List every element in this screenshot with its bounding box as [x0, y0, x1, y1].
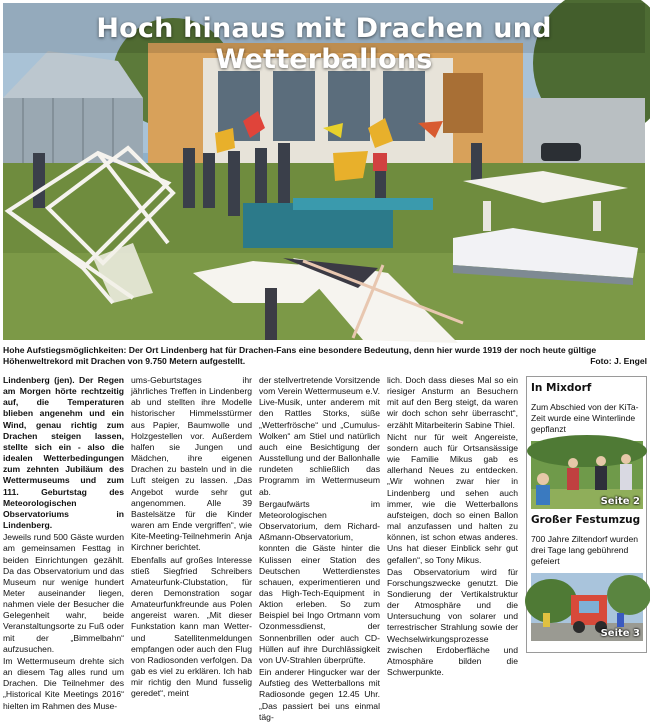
teaser-heading: Großer Festumzug [531, 514, 641, 526]
teaser-festumzug[interactable] [527, 514, 646, 641]
article-column-4 [387, 375, 518, 679]
article-paragraph: ums-Geburtstages ihr jährliches Treffen in Lindenberg ab und stellten ihre Modelle historischer Himmelsstürmer aus Papier, Baumwolle und Holzgestellen vor. Außerdem halfen sie Jungen und Mädchen, ihre eigenen Drachen zu basteln und in die Luft steigen zu lassen. „Das Angebot wurde sehr gut angenommen. Alle 39 Bastelsätze für die Kinder waren am Ende vergriffen“, wie Kite-Meeting-Teilnehmerin Anja Kirchner berichtet. [131, 375, 252, 553]
page-reference-badge: Seite 3 [600, 628, 640, 639]
page-reference-badge: Seite 2 [600, 496, 640, 507]
article-paragraph: Im Wettermuseum drehte sich an diesem Tag alles rund um Drachen. Die Teilnehmer des „Historical Kite Meetings 2016“ hielten im Rahmen des Muse- [3, 655, 124, 711]
teaser-text: 700 Jahre Ziltendorf wurden drei Tage lang gebührend gefeiert [531, 534, 639, 566]
article-paragraph: Ebenfalls auf großes Interesse stieß Siegfried Schreibers Amateurfunk-Clubstation, für deren Demonstration sogar Amateurfunkfreunde aus Polen angereist waren. „Mit dieser Funkstation kann man Wetter- und Satellitenmeldungen empfangen oder auch den Flug von Radiosonden verfolgen. Da gab es viel zu erklären. Ich hab mir richtig den Mund fusselig geredet“, meint [131, 554, 252, 699]
teaser-text: Zum Abschied von der KiTa-Zeit wurde eine Winterlinde gepflanzt [531, 402, 639, 434]
hero-photo [3, 3, 645, 340]
article-paragraph: Nicht nur für weit Angereiste, sondern auch für Ortsansässige wie Familie Mikus gab es allerhand Neues zu entdecken. „Wir wohnen zwar hier in Lindenberg und sehen auch immer, wie die Wetterballons aufsteigen, doch so einen Ballon mal anzufassen und halten zu können, ist schon etwas anderes. Uns hat dieser Einblick sehr gut gefallen“, so Tony Mikus. [387, 431, 518, 565]
photo-credit: Foto: J. Engel [590, 356, 647, 366]
teaser-mixdorf[interactable] [527, 382, 646, 509]
caption-text: Hohe Aufstiegsmöglichkeiten: Der Ort Lindenberg hat für Drachen-Fans eine besondere Bedeutung, denn hier wurde 1919 der noch heute gültige Höhenweltrekord mit Drachen von 9.750 Metern aufgestellt. [3, 345, 597, 366]
teaser-heading: In Mixdorf [531, 382, 592, 394]
article-lead: Lindenberg (jen). Der Regen am Morgen hörte rechtzeitig auf, die Temperaturen blieben angenehm und ein Wind, genau richtig zum Drachen steigen lassen, stellte sich ein - also die idealen Wetterbedingungen zum zehnten Jubiläum des Wettermuseums und zum 111. Geburtstag des Meteorologischen Observatoriums in Lindenberg. [3, 375, 124, 531]
photo-caption [3, 345, 647, 367]
article-paragraph: Bergaufwärts im Meteorologischen Observatorium, dem Richard-Aßmann-Observatorium, konnten die Gäste hinter die Kulissen einer Station des Deutschen Wetterdienstes schauen, experimentieren und das High-Tech-Equipment in Aktion erleben. So zum Beispiel bei Ingo Ortmann vom Ozonmessdienst, der Sonnenbrillen oder auch CD-Hüllen auf ihre Durchlässigkeit von UV-Strahlen überprüfte. [259, 498, 380, 665]
article-column-1 [3, 375, 124, 713]
article-paragraph: Ein anderer Hingucker war der Aufstieg des Wetterballons mit Radiosonde gegen 12.45 Uhr. „Das passiert bei uns einmal täg- [259, 667, 380, 722]
teaser-sidebar [526, 376, 647, 653]
article-column-2 [131, 375, 252, 701]
teaser-photo [531, 441, 643, 509]
article-paragraph: lich. Doch dass dieses Mal so ein riesiger Ansturm an Besuchern mit auf den Berg steigt, da waren wir doch schon sehr überrascht“, erzählt Mitarbeiterin Sabine Thiel. [387, 375, 518, 430]
article-paragraph: Das Observatorium wird für Forschungszwecke genutzt. Die Sondierung der Vertikalstruktur der Atmosphäre und die Untersuchung von solarer und terrestrischer Strahlung sowie der Wechselwirkungsprozesse zwischen Erdoberfläche und Atmosphäre bilden die Schwerpunkte. [387, 566, 518, 678]
article-column-3 [259, 375, 380, 724]
article-paragraph: Jeweils rund 500 Gäste wurden am gemeinsamen Festtag in beiden Einrichtungen gezählt. Da das Observatorium und das Museum nur wenige hundert Meter auseinander liegen, nahmen viele der Besucher die Gelegenheit wahr, beide Veranstaltungsorte zu Fuß oder mit der „Bimmelbahn“ aufzusuchen. [3, 532, 124, 654]
headline: Hoch hinaus mit Drachen und Wetterballons [96, 13, 552, 75]
teaser-photo [531, 573, 643, 641]
article-paragraph: der stellvertretende Vorsitzende vom Verein Wettermuseum e.V. Live-Musik, unter anderem mit den Rattles Storks, süße „Wetterfrösche“ und „Cumulus-Wolken“ am Stiel und natürlich auch eine Besichtigung der Ausstellung und der Ballonhalle rundeten schließlich das Programm im Wettermuseum ab. [259, 375, 380, 497]
